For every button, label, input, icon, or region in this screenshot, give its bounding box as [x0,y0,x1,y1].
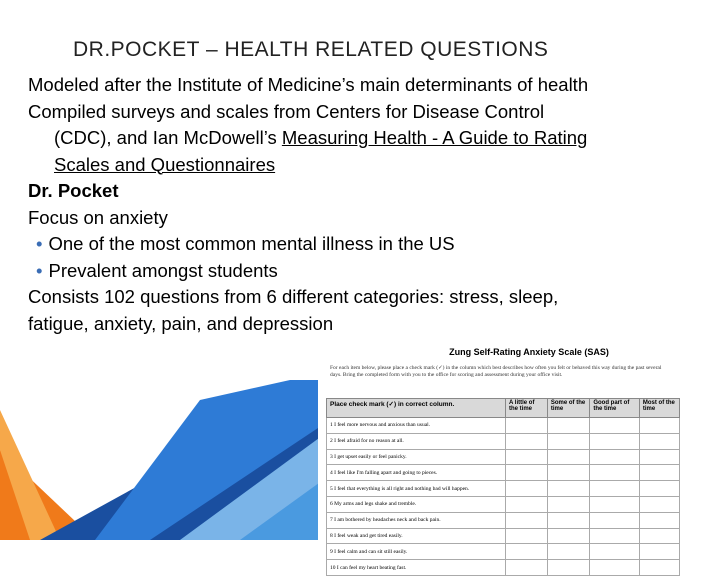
sas-cell [506,512,548,528]
sas-cell [639,418,679,434]
bullet-common-illness [28,231,708,258]
sas-row [327,528,680,544]
sas-cell [547,465,589,481]
sas-cell [506,433,548,449]
sas-item-text: I feel calm and can sit still easily. [334,548,408,555]
sas-item-number: 7 [330,517,333,524]
sas-cell [639,528,679,544]
sas-item-number: 10 [330,564,336,571]
slide-title: DR.POCKET – HEALTH RELATED QUESTIONS [73,38,549,61]
sas-cell [547,418,589,434]
sas-form-instructions: For each item below, please place a check mark (✓) in the column which best describes how often you felt or behaved this way during the past several days. Bring the completed form with you to the office for scoring and assessment during your office visit. [330,365,662,378]
body-line-focus: Focus on anxiety [28,206,168,228]
sas-cell [547,560,589,576]
sas-header-little: A little of the time [506,399,548,418]
sas-item-text: I feel that everything is all right and nothing bad will happen. [334,485,470,492]
sas-cell [506,481,548,497]
sas-cell [639,496,679,512]
sas-item-number: 2 [330,438,333,445]
body-line-drpocket: Dr. Pocket [28,180,119,201]
sas-item [327,528,506,544]
sas-item [327,449,506,465]
sas-cell [639,449,679,465]
body-line-cdc [28,125,708,152]
sas-cell [547,481,589,497]
sas-row [327,496,680,512]
sas-row [327,418,680,434]
sas-cell [506,449,548,465]
sas-item-number: 4 [330,469,333,476]
book-title-link-cont: Scales and Questionnaires [54,153,276,175]
body-line-categories: fatigue, anxiety, pain, and depression [28,312,334,334]
sas-row [327,465,680,481]
sas-cell [639,544,679,560]
sas-header-question: Place check mark (✓) in correct column. [327,399,506,418]
sas-cell [547,512,589,528]
cdc-text: (CDC), and Ian McDowell’s [54,127,282,148]
bullet-text: One of the most common mental illness in the US [48,233,455,254]
sas-item [327,544,506,560]
sas-item [327,433,506,449]
sas-form-title: Zung Self-Rating Anxiety Scale (SAS) [449,347,609,357]
bullet-icon: • [36,233,43,254]
sas-table [326,398,680,576]
sas-item-text: I feel like I'm falling apart and going to pieces. [334,469,438,476]
sas-row [327,449,680,465]
sas-header-some: Some of the time [547,399,589,418]
sas-cell [506,465,548,481]
sas-cell [590,449,640,465]
sas-item-number: 5 [330,485,333,492]
sas-cell [639,433,679,449]
sas-row [327,544,680,560]
sas-cell [506,544,548,560]
body-line-book-cont [28,152,708,179]
sas-header-good-part: Good part of the time [590,399,640,418]
decorative-shapes [0,380,330,540]
sas-row [327,560,680,576]
sas-cell [590,481,640,497]
sas-item-text: I feel more nervous and anxious than usual. [334,422,431,429]
sas-item [327,496,506,512]
sas-cell [590,465,640,481]
sas-item-number: 3 [330,453,333,460]
sas-cell [506,418,548,434]
sas-form-image [318,342,680,571]
sas-item-number: 6 [330,501,333,508]
sas-row [327,433,680,449]
sas-cell [547,496,589,512]
sas-item [327,418,506,434]
sas-item [327,512,506,528]
sas-cell [639,481,679,497]
sas-cell [590,418,640,434]
bullet-text: Prevalent amongst students [48,259,278,281]
sas-cell [547,528,589,544]
bullet-icon: • [36,259,43,281]
sas-item-text: I feel afraid for no reason at all. [334,438,404,445]
sas-cell [590,560,640,576]
sas-item-number: 1 [330,422,333,429]
sas-item-text: I get upset easily or feel panicky. [334,453,407,460]
body-line-compiled: Compiled surveys and scales from Centers for Disease Control [28,100,545,122]
sas-item-number: 9 [330,548,333,555]
sas-cell [590,528,640,544]
sas-header-row [327,399,680,418]
sas-cell [590,544,640,560]
sas-item [327,465,506,481]
bullet-students [28,258,708,285]
sas-row [327,512,680,528]
sas-item-text: I am bothered by headaches neck and back pain. [334,517,441,524]
sas-item-number: 8 [330,532,333,539]
sas-cell [590,512,640,528]
sas-header-most: Most of the time [639,399,679,418]
sas-item [327,560,506,576]
sas-item-text: I feel weak and get tired easily. [334,532,403,539]
sas-row [327,481,680,497]
sas-cell [506,560,548,576]
sas-item-text: I can feel my heart beating fast. [336,564,407,571]
book-title-link: Measuring Health - A Guide to Rating [281,127,588,148]
sas-cell [590,496,640,512]
sas-cell [547,449,589,465]
sas-cell [639,560,679,576]
slide-body [28,72,708,337]
sas-cell [590,433,640,449]
sas-cell [547,544,589,560]
sas-cell [506,496,548,512]
body-line-iom: Modeled after the Institute of Medicine’s main determinants of health [28,74,589,95]
sas-cell [639,512,679,528]
sas-item [327,481,506,497]
body-line-consists: Consists 102 questions from 6 different categories: stress, sleep, [28,286,559,307]
sas-cell [506,528,548,544]
sas-cell [547,433,589,449]
sas-cell [639,465,679,481]
sas-item-text: My arms and legs shake and tremble. [334,501,417,508]
